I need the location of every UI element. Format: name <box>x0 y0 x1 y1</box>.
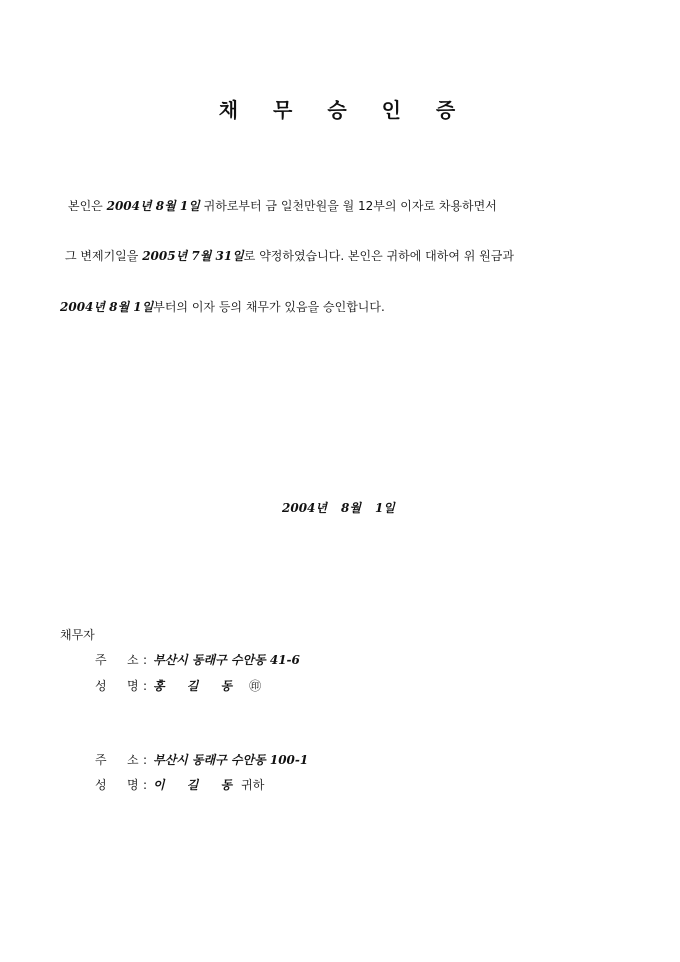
debtor-address-key-2: 소 <box>127 653 139 667</box>
debtor-name-value: 홍 길 동 <box>153 679 242 693</box>
body-line-3-date: 2004년 8월 1일 <box>60 300 154 314</box>
body-line-2-prefix: 그 변제기일을 <box>65 249 143 263</box>
body-line-2-rest: 로 약정하였습니다. 본인은 귀하에 대하여 위 원금과 <box>243 249 514 263</box>
sign-date-month: 8월 <box>341 501 361 515</box>
sign-date <box>282 499 409 516</box>
debtor-address-colon: : <box>143 653 148 667</box>
sign-date-year: 2004년 <box>282 501 327 515</box>
creditor-name-key-2: 명 <box>127 778 139 792</box>
creditor-address-key-2: 소 <box>127 753 139 767</box>
sign-date-day: 1일 <box>374 501 395 515</box>
creditor-name-key-1: 성 <box>95 778 107 792</box>
debtor-name-row <box>95 677 261 694</box>
body-line-3-rest: 부터의 이자 등의 채무가 있음을 승인합니다. <box>153 300 385 314</box>
debtor-name-colon: : <box>143 679 148 693</box>
debtor-name-key-2: 명 <box>127 679 139 693</box>
debtor-address-row <box>95 651 300 668</box>
body-line-1 <box>68 198 497 214</box>
debtor-address-key-1: 주 <box>95 653 107 667</box>
body-line-1-date: 2004년 8월 1일 <box>106 199 200 213</box>
creditor-address-colon: : <box>143 753 148 767</box>
creditor-address-key-1: 주 <box>95 753 107 767</box>
document-title: 채 무 승 인 증 <box>218 98 470 122</box>
creditor-name-value: 이 길 동 <box>153 778 242 792</box>
creditor-address-value: 부산시 동래구 수안동 100-1 <box>153 753 309 767</box>
body-line-1-prefix: 본인은 <box>68 199 107 213</box>
creditor-suffix: 귀하 <box>241 778 265 792</box>
creditor-address-row <box>95 751 308 768</box>
debtor-name-key-1: 성 <box>95 679 107 693</box>
body-line-2 <box>65 248 514 264</box>
body-line-3 <box>60 299 385 315</box>
seal-icon: ㊞ <box>249 679 262 693</box>
debtor-address-value: 부산시 동래구 수안동 41-6 <box>153 653 300 667</box>
creditor-name-colon: : <box>143 778 148 792</box>
debtor-label: 채무자 <box>60 628 95 642</box>
body-line-1-rest: 귀하로부터 금 일천만원을 월 12부의 이자로 차용하면서 <box>199 199 497 213</box>
body-line-2-date: 2005년 7월 31일 <box>142 249 244 263</box>
creditor-name-row <box>95 776 264 793</box>
